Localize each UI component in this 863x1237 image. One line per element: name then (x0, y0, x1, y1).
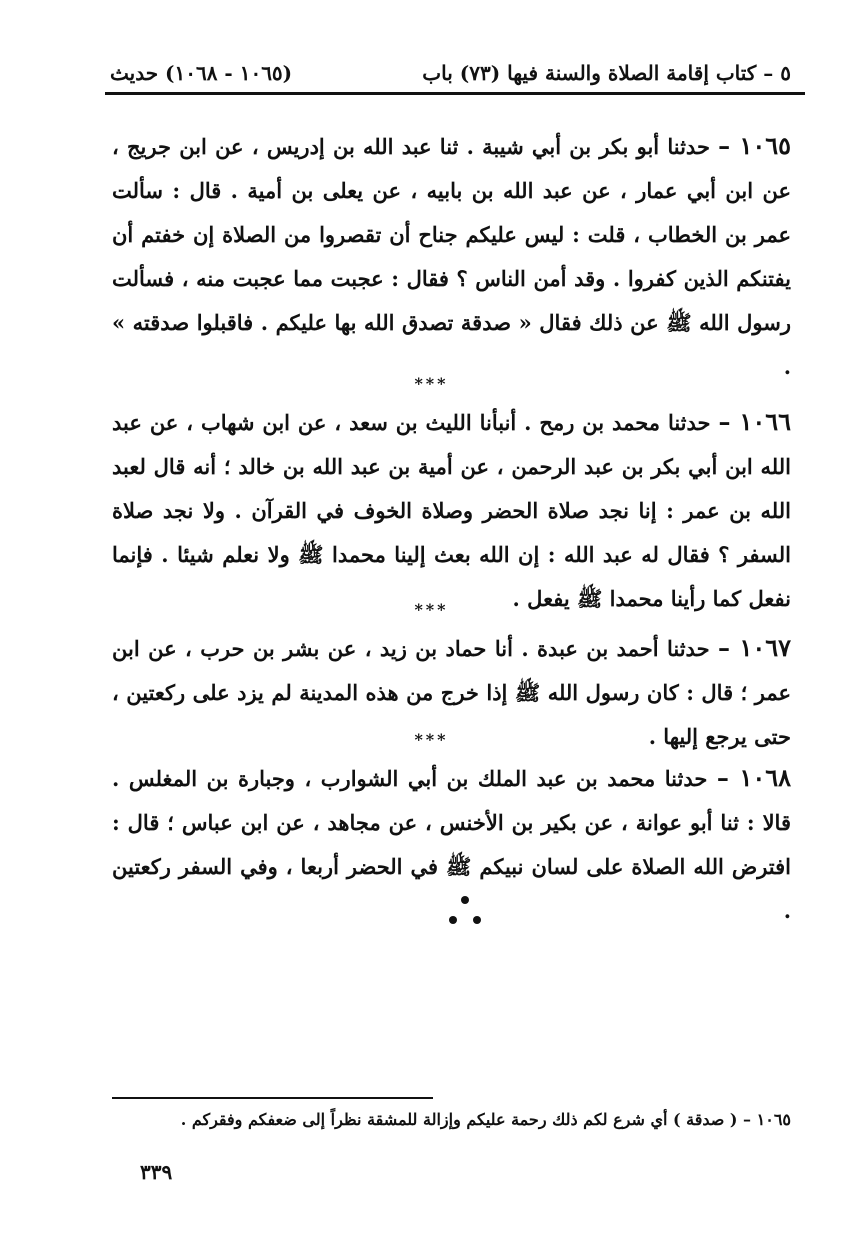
separator-stars: *** (414, 374, 449, 393)
header-rule (105, 92, 805, 95)
footnote-rule (112, 1097, 433, 1099)
hadith-1065 (112, 124, 791, 389)
hadith-text: حدثنا محمد بن رمح . أنبأنا الليث بن سعد ، عن ابن شهاب ، عن عبد الله ابن أبي بكر بن عبد الرحمن ، عن أمية بن عبد الله بن خالد ؛ أنه قال لعبد الله بن عمر : إنا نجد صلاة الحضر وصلاة الخوف في القرآن . ولا نجد صلاة السفر ؟ فقال له عبد الله : إن الله بعث إلينا محمدا ﷺ ولا نعلم شيئا . فإنما نفعل كما رأينا محمدا ﷺ يفعل . (112, 410, 791, 611)
hadith-number: ١٠٦٨ – (716, 763, 791, 792)
hadith-text: حدثنا أحمد بن عبدة . أنا حماد بن زيد ، عن بشر بن حرب ، عن ابن عمر ؛ قال : كان رسول الله ﷺ إذا خرج من هذه المدينة لم يزد على ركعتين ، حتى يرجع إليها . (112, 636, 791, 749)
hadith-1066 (112, 400, 791, 621)
hadith-number: ١٠٦٦ – (718, 407, 792, 436)
hadith-text: حدثنا محمد بن عبد الملك بن أبي الشوارب ، وجبارة بن المغلس . قالا : ثنا أبو عوانة ، عن بكير بن الأخنس ، عن مجاهد ، عن ابن عباس ؛ قال : افترض الله الصلاة على لسان نبيكم ﷺ في الحضر أربعا ، وفي السفر ركعتين . (112, 766, 791, 923)
header-hadith-range: (١٠٦٥ - ١٠٦٨) حديث (110, 61, 293, 85)
separator-stars: *** (414, 730, 449, 749)
hadith-number: ١٠٦٥ – (718, 131, 792, 160)
running-header (110, 58, 791, 88)
header-book-title: ٥ – كتاب إقامة الصلاة والسنة فيها (٧٣) باب (422, 61, 791, 85)
footnote: ١٠٦٥ – ( صدقة ) أي شرع لكم ذلك رحمة عليكم وإزالة للمشقة نظراً إلى ضعفكم وفقركم . (180, 1110, 791, 1129)
page-number: ٣٣٩ (140, 1160, 173, 1184)
end-of-chapter-ornament (445, 896, 485, 932)
separator-stars: *** (414, 600, 449, 619)
hadith-text: حدثنا أبو بكر بن أبي شيبة . ثنا عبد الله بن إدريس ، عن ابن جريج ، عن ابن أبي عمار ، عن عبد الله بن بابيه ، عن يعلى بن أمية . قال : سألت عمر بن الخطاب ، قلت : ليس عليكم جناح أن تقصروا من الصلاة إن خفتم أن يفتنكم الذين كفروا . وقد أمن الناس ؟ فقال : عجبت مما عجبت منه ، فسألت رسول الله ﷺ عن ذلك فقال « صدقة تصدق الله بها عليكم . فاقبلوا صدقته » . (112, 134, 791, 379)
hadith-number: ١٠٦٧ – (717, 633, 792, 662)
